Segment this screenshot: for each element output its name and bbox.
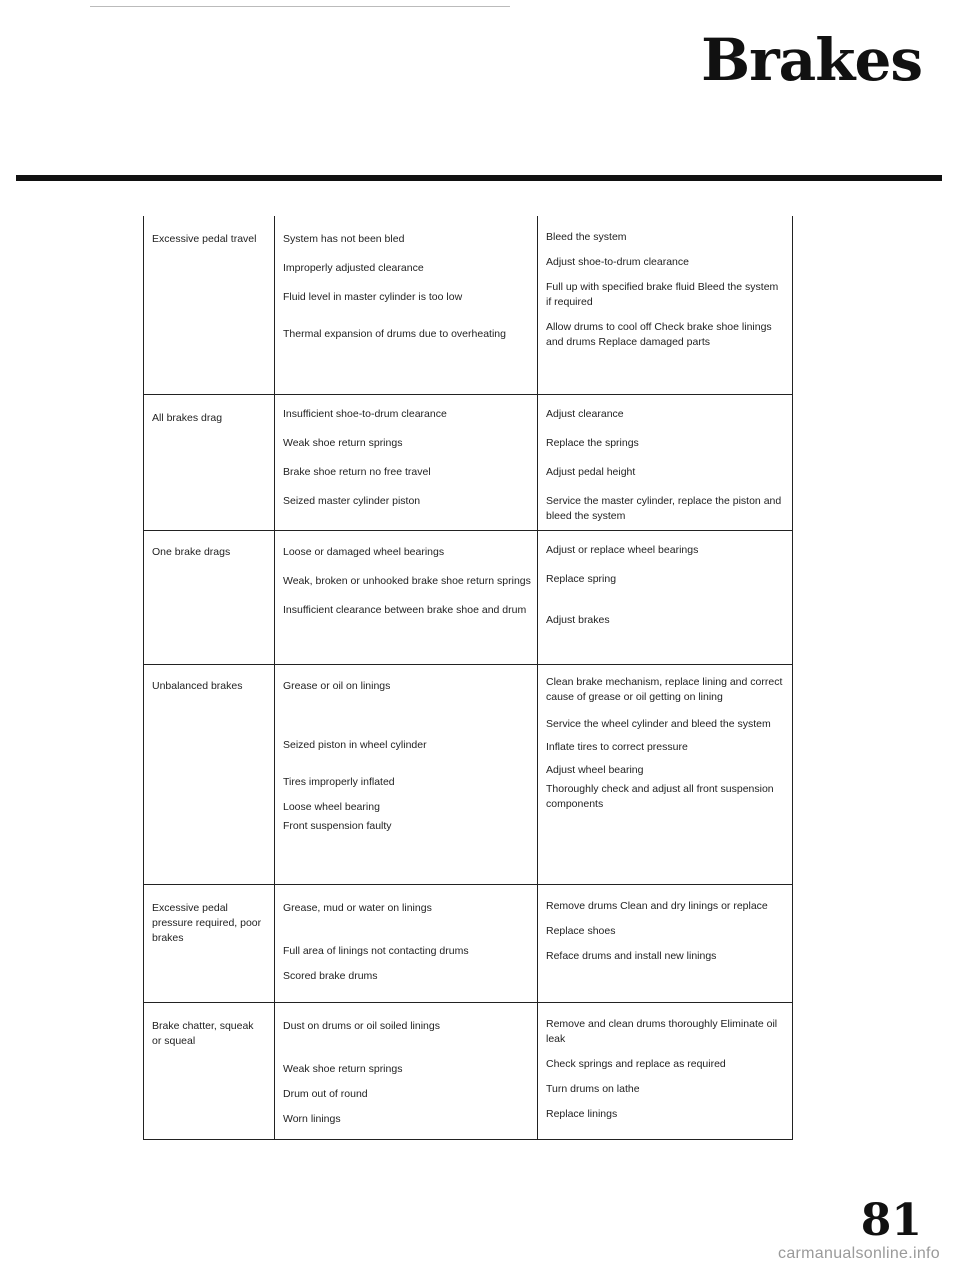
cause-item: Improperly adjusted clearance <box>283 262 424 274</box>
remedy-item: Replace the springs <box>546 437 639 449</box>
condition-cell <box>152 545 264 560</box>
remedy-item: Remove drums Clean and dry linings or replace <box>546 900 768 912</box>
condition-text: Unbalanced brakes <box>152 680 243 692</box>
remedy-cell <box>546 230 784 364</box>
header-bar <box>16 175 942 181</box>
table-row <box>144 664 792 885</box>
table-row <box>144 394 792 531</box>
cause-item: Seized master cylinder piston <box>283 495 421 507</box>
condition-text: Excessive pedal travel <box>152 233 257 245</box>
remedy-item: Adjust or replace wheel bearings <box>546 544 699 556</box>
remedy-item: Replace linings <box>546 1108 618 1120</box>
remedy-item: Check springs and replace as required <box>546 1058 726 1070</box>
cause-item: Full area of linings not contacting drums <box>283 945 469 957</box>
cause-item: Weak shoe return springs <box>283 437 403 449</box>
remedy-item: Replace spring <box>546 573 617 585</box>
remedy-item: Remove and clean drums thoroughly Eliminate oil leak <box>546 1018 778 1045</box>
remedy-item: Inflate tires to correct pressure <box>546 741 688 753</box>
remedy-cell <box>546 1017 784 1136</box>
condition-cell <box>152 232 264 247</box>
troubleshooting-table <box>143 216 793 1140</box>
table-row <box>144 216 792 394</box>
remedy-item: Reface drums and install new linings <box>546 950 717 962</box>
cause-cell <box>283 901 533 998</box>
remedy-item: Bleed the system <box>546 231 627 243</box>
cause-item: Tires improperly inflated <box>283 776 395 788</box>
condition-text: Excessive pedal pressure required, poor brakes <box>152 902 262 944</box>
remedy-item: Thoroughly check and adjust all front suspension components <box>546 783 774 810</box>
remedy-item: Replace shoes <box>546 925 616 937</box>
cause-cell <box>283 1019 533 1141</box>
condition-cell <box>152 901 264 946</box>
cause-item: Weak, broken or unhooked brake shoe return springs <box>283 575 531 587</box>
cause-cell <box>283 407 533 523</box>
condition-cell <box>152 1019 264 1049</box>
condition-cell <box>152 679 264 694</box>
cause-item: Grease, mud or water on linings <box>283 902 432 914</box>
cause-item: Scored brake drums <box>283 970 378 982</box>
condition-text: One brake drags <box>152 546 231 558</box>
cause-item: Insufficient shoe-to-drum clearance <box>283 408 447 420</box>
cause-cell <box>283 679 533 848</box>
remedy-item: Adjust pedal height <box>546 466 636 478</box>
table-row <box>144 884 792 1003</box>
remedy-item: Turn drums on lathe <box>546 1083 640 1095</box>
cause-cell <box>283 545 533 632</box>
remedy-item: Adjust shoe-to-drum clearance <box>546 256 689 268</box>
cause-item: Thermal expansion of drums due to overheating <box>283 328 506 340</box>
condition-cell <box>152 411 264 426</box>
cause-item: System has not been bled <box>283 233 405 245</box>
top-rule <box>90 6 510 7</box>
cause-item: Weak shoe return springs <box>283 1063 403 1075</box>
remedy-item: Adjust wheel bearing <box>546 764 644 776</box>
watermark-text: carmanualsonline.info <box>778 1245 940 1262</box>
cause-item: Front suspension faulty <box>283 820 392 832</box>
cause-item: Fluid level in master cylinder is too low <box>283 291 463 303</box>
page-title: Brakes <box>701 26 922 94</box>
cause-item: Insufficient clearance between brake shoe and drum <box>283 604 527 616</box>
remedy-item: Adjust brakes <box>546 614 610 626</box>
cause-item: Drum out of round <box>283 1088 368 1100</box>
cause-item: Loose or damaged wheel bearings <box>283 546 445 558</box>
remedy-cell <box>546 899 784 978</box>
cause-item: Seized piston in wheel cylinder <box>283 739 427 751</box>
cause-item: Worn linings <box>283 1113 341 1125</box>
remedy-cell <box>546 543 784 642</box>
remedy-item: Clean brake mechanism, replace lining and correct cause of grease or oil getting on lining <box>546 676 783 703</box>
cause-item: Grease or oil on linings <box>283 680 391 692</box>
remedy-item: Allow drums to cool off Check brake shoe linings and drums Replace damaged parts <box>546 321 772 348</box>
cause-item: Brake shoe return no free travel <box>283 466 431 478</box>
remedy-cell <box>546 407 784 538</box>
remedy-item: Full up with specified brake fluid Bleed the system if required <box>546 281 779 308</box>
remedy-item: Service the wheel cylinder and bleed the system <box>546 718 771 730</box>
cause-item: Dust on drums or oil soiled linings <box>283 1020 440 1032</box>
cause-item: Loose wheel bearing <box>283 801 380 813</box>
table-row <box>144 1002 792 1141</box>
remedy-item: Adjust clearance <box>546 408 624 420</box>
page-number: 81 <box>860 1195 922 1246</box>
table-row <box>144 530 792 665</box>
remedy-cell <box>546 675 784 826</box>
remedy-item: Service the master cylinder, replace the piston and bleed the system <box>546 495 782 522</box>
condition-text: All brakes drag <box>152 412 223 424</box>
condition-text: Brake chatter, squeak or squeal <box>152 1020 254 1047</box>
cause-cell <box>283 232 533 356</box>
